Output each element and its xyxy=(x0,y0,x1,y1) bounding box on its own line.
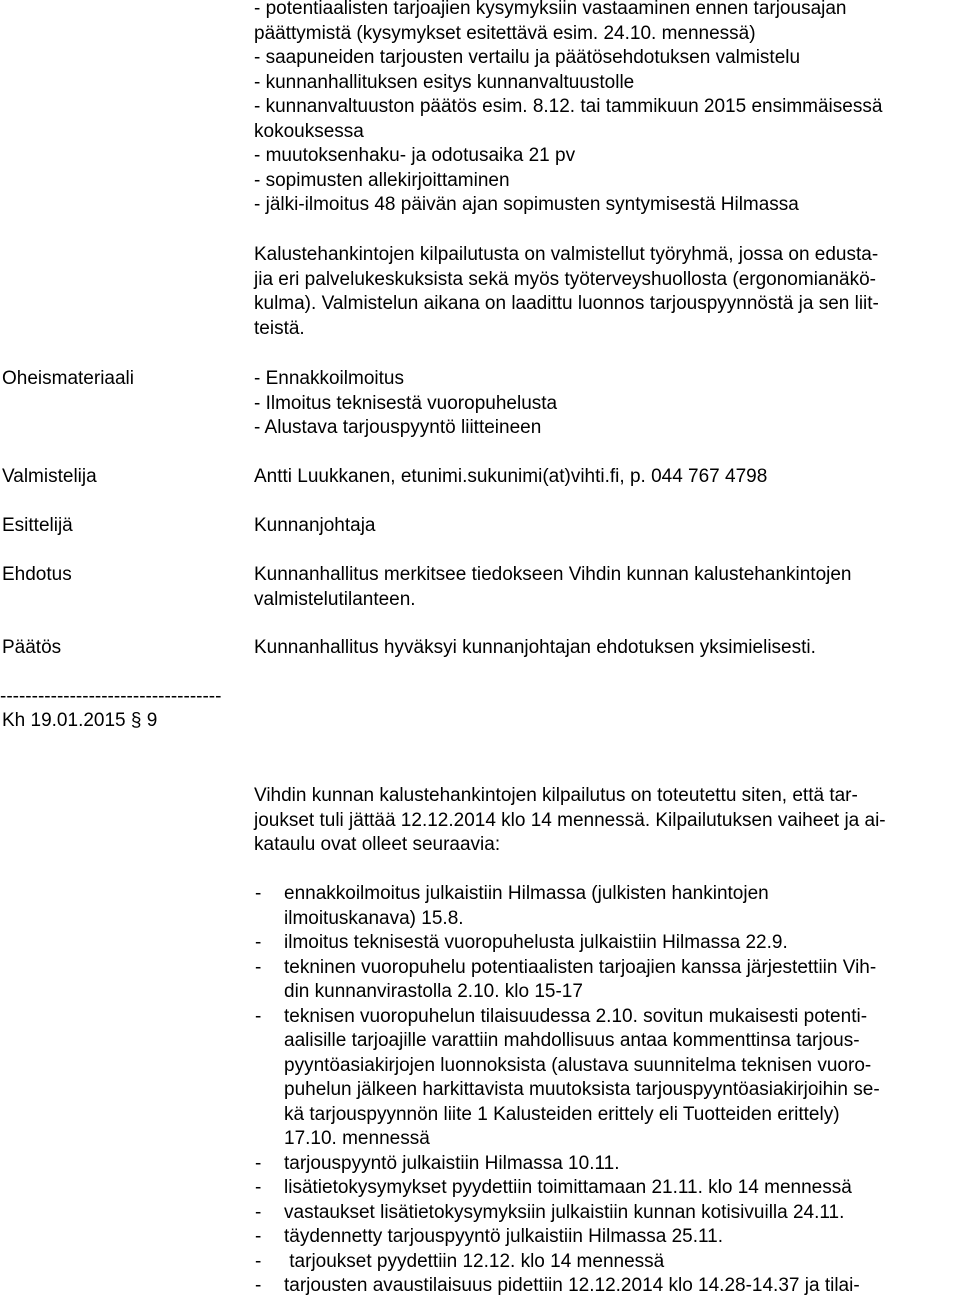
decision-label: Päätös xyxy=(2,637,62,658)
text-line: - potentiaalisten tarjoajien kysymyksiin vastaaminen ennen tarjousajan xyxy=(254,0,847,19)
section-separator: ----------------------------------- xyxy=(0,686,222,707)
text-line: puhelun jälkeen harkittavista muutoksista tarjouspyyntöasiakirjoihin se- xyxy=(284,1079,880,1100)
preparer-value: Antti Luukkanen, etunimi.sukunimi(at)vihti.fi, p. 044 767 4798 xyxy=(254,466,768,487)
process-steps-continued xyxy=(254,0,882,218)
text-line: kulma). Valmistelun aikana on laadittu luonnos tarjouspyynnöstä ja sen liit- xyxy=(254,293,879,314)
list-item xyxy=(254,1225,880,1250)
text-line: aalisille tarjoajille varattiin mahdollisuus antaa kommenttinsa tarjous- xyxy=(284,1030,860,1051)
text-line: joukset tuli jättää 12.12.2014 klo 14 mennessä. Kilpailutuksen vaiheet ja ai- xyxy=(254,809,886,831)
text-line: jia eri palvelukeskuksista sekä myös työterveyshuollosta (ergonomianäkö- xyxy=(254,268,877,290)
text-line: - teknisen vuoropuhelun tilaisuudessa 2.10. sovitun mukaisesti potenti- xyxy=(284,1005,868,1027)
text-line: Kalustehankintojen kilpailutusta on valmistellut työryhmä, jossa on edusta- xyxy=(254,244,879,265)
text-line: - täydennetty tarjouspyyntö julkaistiin Hilmassa 25.11. xyxy=(284,1226,723,1247)
list-item xyxy=(254,1005,880,1152)
intro-paragraph xyxy=(254,784,886,858)
proposal-text xyxy=(254,563,852,612)
list-item xyxy=(254,1176,880,1201)
presenter-value: Kunnanjohtaja xyxy=(254,515,376,536)
text-line: päättymistä (kysymykset esitettävä esim. 24.10. mennessä) xyxy=(254,22,756,44)
attachment-item: - Ilmoitus teknisestä vuoropuhelusta xyxy=(254,392,558,414)
text-line: - sopimusten allekirjoittaminen xyxy=(254,169,510,191)
phases-list xyxy=(254,882,880,1299)
text-line: - saapuneiden tarjousten vertailu ja päätösehdotuksen valmistelu xyxy=(254,47,801,68)
text-line: kataulu ovat olleet seuraavia: xyxy=(254,834,501,855)
attachment-item: - Alustava tarjouspyyntö liitteineen xyxy=(254,417,542,438)
working-group-paragraph xyxy=(254,243,879,341)
text-line: kokouksessa xyxy=(254,120,364,142)
list-item xyxy=(254,956,880,1005)
text-line: 17.10. mennessä xyxy=(284,1128,430,1149)
text-line: - jälki-ilmoitus 48 päivän ajan sopimusten syntymisestä Hilmassa xyxy=(254,194,799,215)
text-line: kä tarjouspyynnön liite 1 Kalusteiden erittely eli Tuotteiden erittely) xyxy=(284,1103,840,1125)
text-line: pyyntöasiakirjojen luonnoksista (alustava suunnitelma teknisen vuoro- xyxy=(284,1054,872,1076)
section-reference: Kh 19.01.2015 § 9 xyxy=(2,710,158,731)
list-item xyxy=(254,1152,880,1177)
text-line: din kunnanvirastolla 2.10. klo 15-17 xyxy=(284,981,583,1002)
text-line: Vihdin kunnan kalustehankintojen kilpailutus on toteutettu siten, että tar- xyxy=(254,785,858,806)
text-line: Kunnanhallitus merkitsee tiedokseen Vihdin kunnan kalustehankintojen xyxy=(254,564,852,585)
list-item xyxy=(254,931,880,956)
text-line: - tarjouspyyntö julkaistiin Hilmassa 10.11. xyxy=(284,1152,620,1174)
list-item xyxy=(254,882,880,931)
list-item xyxy=(254,1201,880,1226)
text-line: ilmoituskanava) 15.8. xyxy=(284,907,464,929)
attachment-item: - Ennakkoilmoitus xyxy=(254,368,404,389)
presenter-label: Esittelijä xyxy=(2,515,73,536)
list-item xyxy=(254,1250,880,1275)
text-line: - tarjousten avaustilaisuus pidettiin 12.12.2014 klo 14.28-14.37 ja tilai- xyxy=(284,1275,860,1296)
decision-text: Kunnanhallitus hyväksyi kunnanjohtajan ehdotuksen yksimielisesti. xyxy=(254,637,816,658)
text-line: - muutoksenhaku- ja odotusaika 21 pv xyxy=(254,145,576,166)
text-line: teistä. xyxy=(254,317,305,339)
text-line: valmistelutilanteen. xyxy=(254,588,416,610)
preparer-label: Valmistelija xyxy=(2,466,97,487)
text-line: - lisätietokysymykset pyydettiin toimittamaan 21.11. klo 14 mennessä xyxy=(284,1177,852,1198)
attachments-list xyxy=(254,367,557,441)
text-line: - ilmoitus teknisestä vuoropuhelusta julkaistiin Hilmassa 22.9. xyxy=(284,932,788,953)
text-line: - kunnanhallituksen esitys kunnanvaltuustolle xyxy=(254,71,635,93)
attachments-label: Oheismateriaali xyxy=(2,368,134,389)
text-line: - vastaukset lisätietokysymyksiin julkaistiin kunnan kotisivuilla 24.11. xyxy=(284,1201,845,1223)
text-line: - ennakkoilmoitus julkaistiin Hilmassa (julkisten hankintojen xyxy=(284,883,769,904)
text-line: - tarjoukset pyydettiin 12.12. klo 14 mennessä xyxy=(284,1250,665,1272)
text-line: - kunnanvaltuuston päätös esim. 8.12. tai tammikuun 2015 ensimmäisessä xyxy=(254,96,883,117)
list-item xyxy=(254,1274,880,1299)
proposal-label: Ehdotus xyxy=(2,564,72,585)
text-line: - tekninen vuoropuhelu potentiaalisten tarjoajien kanssa järjestettiin Vih- xyxy=(284,956,877,978)
